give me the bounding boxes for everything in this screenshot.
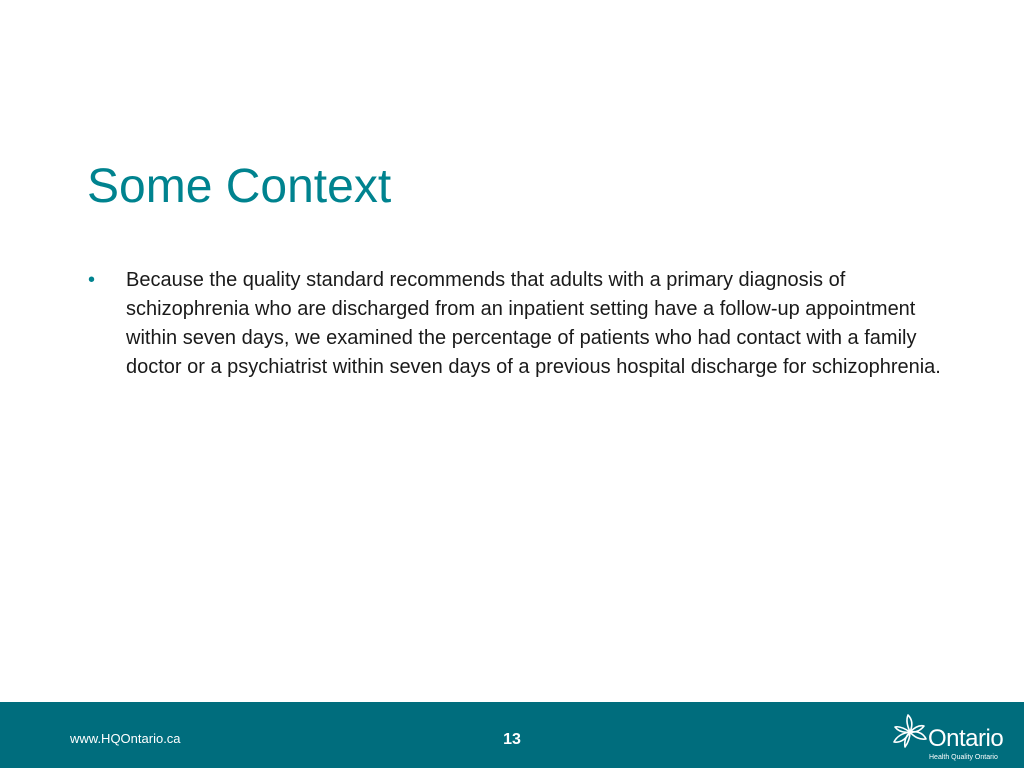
bullet-item xyxy=(88,266,968,382)
trillium-icon xyxy=(890,712,930,752)
logo-name: Ontario xyxy=(928,725,1004,752)
bullet-text: Because the quality standard recommends that adults with a primary diagnosis of schizophrenia who are discharged from an inpatient setting have a follow-up appointment within seven days, we examined the percentage of patients who had contact with a family doctor or a psychiatrist within seven days of a previous hospital discharge for schizophrenia. xyxy=(126,269,941,378)
footer-url: www.HQOntario.ca xyxy=(70,731,181,746)
bullet-list xyxy=(88,266,968,382)
ontario-logo xyxy=(890,710,1002,762)
footer-bar xyxy=(0,702,1024,768)
bullet-marker: • xyxy=(88,269,96,291)
slide-title: Some Context xyxy=(87,160,392,213)
page-number: 13 xyxy=(503,731,521,748)
logo-subtitle: Health Quality Ontario xyxy=(929,754,998,761)
